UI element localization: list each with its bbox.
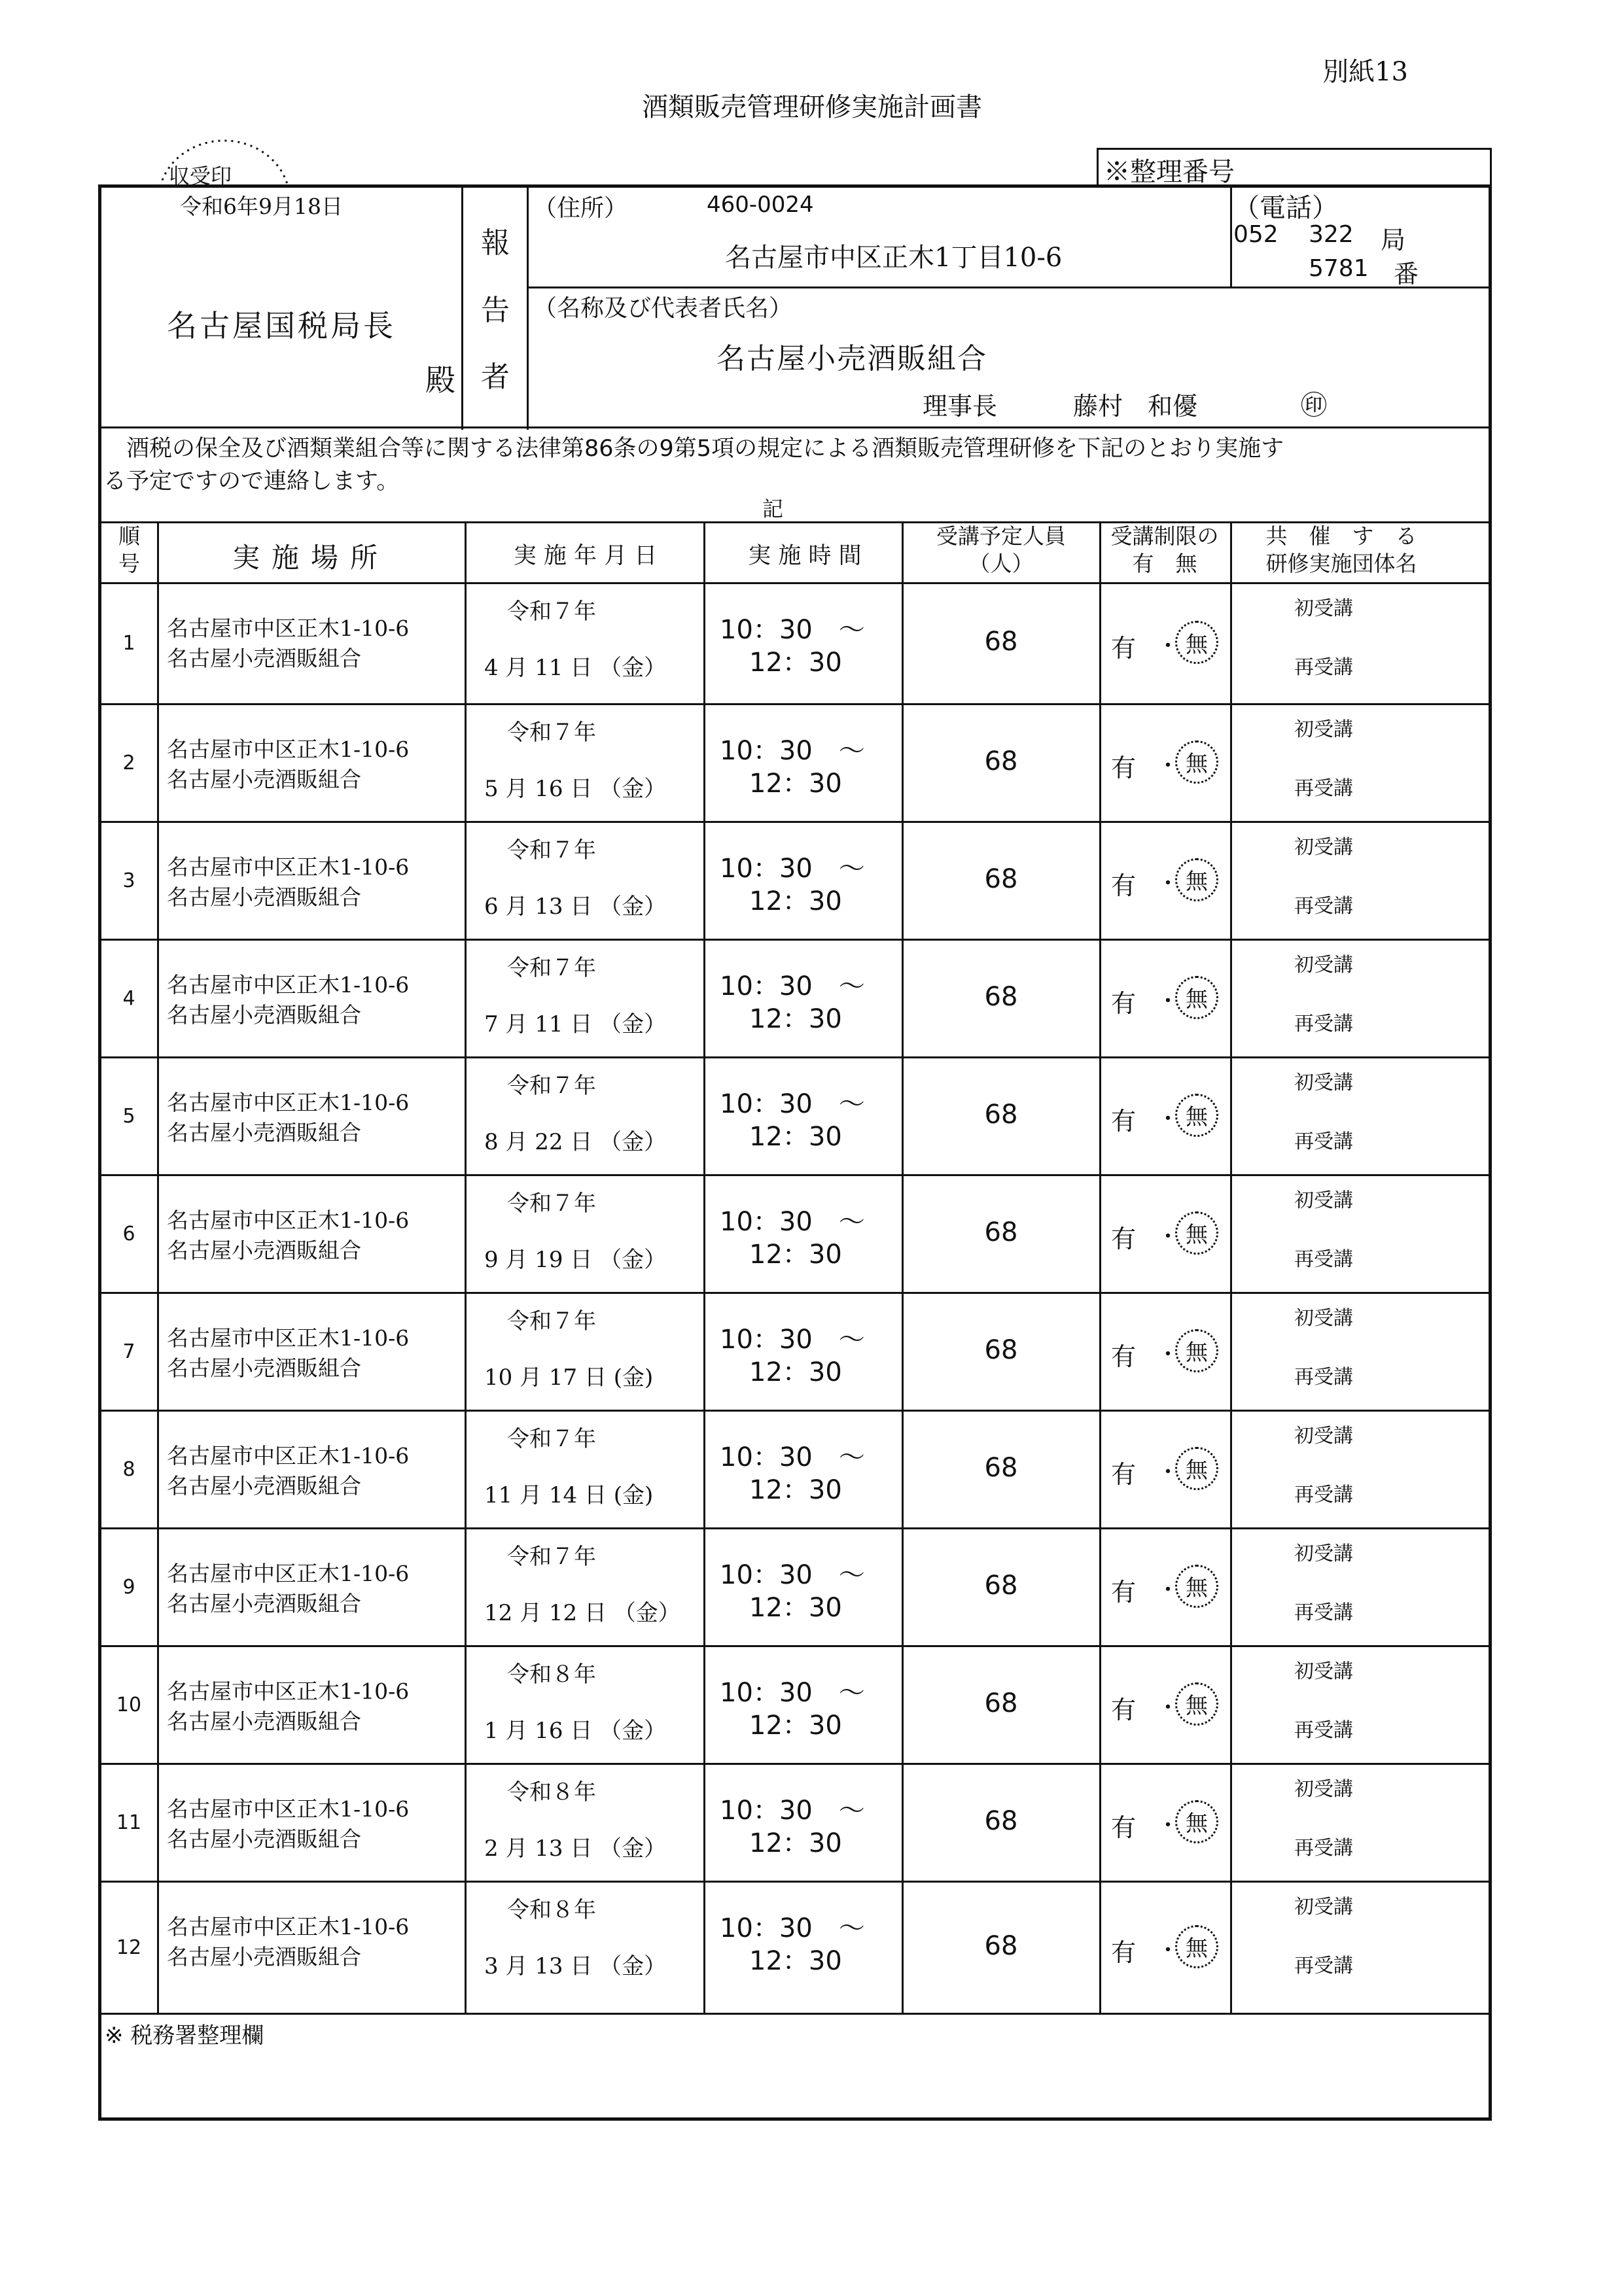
row-number: 5 — [122, 1104, 135, 1128]
venue-name: 名古屋小売酒販組合 — [167, 1709, 361, 1734]
venue-address: 名古屋市中区正木1-10-6 — [167, 972, 410, 998]
restriction-no-circled: 無 — [1175, 621, 1218, 664]
restriction-yes: 有 — [1111, 871, 1137, 900]
time-end: 12：30 — [749, 769, 842, 799]
time-start: 10：30 ～ — [720, 1207, 865, 1237]
repeat-attendance: 再受講 — [1294, 1955, 1353, 1977]
divider — [100, 1527, 1490, 1529]
repeat-attendance: 再受講 — [1294, 1601, 1353, 1624]
honorific: 殿 — [425, 362, 455, 398]
first-time-attendance: 初受講 — [1294, 597, 1353, 620]
time-start: 10：30 ～ — [720, 1089, 865, 1119]
separator-dot: ・ — [1157, 1937, 1179, 1964]
divider — [1230, 186, 1232, 287]
representative-title: 理事長 — [923, 392, 998, 421]
restriction-no-circled: 無 — [1175, 858, 1218, 901]
time-start: 10：30 ～ — [720, 1325, 865, 1355]
first-time-attendance: 初受講 — [1294, 1778, 1353, 1801]
date-era: 令和８年 — [507, 1897, 596, 1923]
venue-address: 名古屋市中区正木1-10-6 — [167, 1443, 410, 1469]
date-month-day: 6 月 13 日 （金） — [484, 894, 667, 920]
separator-dot: ・ — [1157, 1694, 1179, 1721]
venue-address: 名古屋市中区正木1-10-6 — [167, 737, 410, 762]
reporter-char-2: 告 — [481, 294, 510, 327]
divider — [527, 287, 1490, 288]
statement-line-1: 酒税の保全及び酒類業組合等に関する法律第86条の9第5項の規定による酒類販売管理研修を下記のとおり実施す — [103, 436, 1284, 462]
date-era: 令和７年 — [507, 599, 596, 625]
venue-address: 名古屋市中区正木1-10-6 — [167, 1561, 410, 1586]
time-end: 12：30 — [749, 1946, 842, 1976]
first-time-attendance: 初受講 — [1294, 1425, 1353, 1448]
divider — [1099, 521, 1101, 2015]
date-era: 令和７年 — [507, 1426, 596, 1452]
col-cohost-bottom: 研修実施団体名 — [1265, 551, 1417, 576]
divider — [100, 939, 1490, 941]
restriction-no-circled: 無 — [1175, 976, 1218, 1019]
time-start: 10：30 ～ — [720, 854, 865, 884]
row-number: 3 — [122, 869, 135, 892]
repeat-attendance: 再受講 — [1294, 1366, 1353, 1389]
venue-address: 名古屋市中区正木1-10-6 — [167, 1325, 410, 1351]
row-number: 8 — [122, 1457, 135, 1481]
row-number: 11 — [116, 1811, 142, 1834]
venue-address: 名古屋市中区正木1-10-6 — [167, 616, 410, 641]
col-date: 実 施 年 月 日 — [513, 543, 658, 569]
divider — [157, 521, 159, 2015]
venue-address: 名古屋市中区正木1-10-6 — [167, 854, 410, 880]
separator-dot: ・ — [1157, 752, 1179, 779]
row-number: 10 — [116, 1693, 142, 1716]
time-end: 12：30 — [749, 1004, 842, 1034]
restriction-no-circled: 無 — [1175, 1925, 1218, 1968]
restriction-no-circled: 無 — [1175, 1565, 1218, 1608]
time-start: 10：30 ～ — [720, 736, 865, 766]
tax-office-field-label: ※ 税務署整理欄 — [105, 2023, 264, 2049]
restriction-yes: 有 — [1111, 1106, 1137, 1136]
divider — [461, 186, 463, 430]
repeat-attendance: 再受講 — [1294, 777, 1353, 800]
time-end: 12：30 — [749, 1122, 842, 1152]
first-time-attendance: 初受講 — [1294, 1189, 1353, 1212]
date-month-day: 12 月 12 日 （金） — [484, 1600, 680, 1626]
restriction-yes: 有 — [1111, 1938, 1137, 1967]
divider — [100, 1763, 1490, 1765]
time-end: 12：30 — [749, 1357, 842, 1387]
venue-address: 名古屋市中区正木1-10-6 — [167, 1679, 410, 1704]
attendee-count: 68 — [984, 1805, 1018, 1836]
restriction-no-circled: 無 — [1175, 740, 1218, 784]
date-era: 令和７年 — [507, 1544, 596, 1570]
first-time-attendance: 初受講 — [1294, 1896, 1353, 1919]
venue-name: 名古屋小売酒販組合 — [167, 1591, 361, 1616]
attendee-count: 68 — [984, 1217, 1018, 1247]
phone-number-suffix: 番 — [1394, 260, 1419, 288]
date-month-day: 9 月 19 日 （金） — [484, 1247, 667, 1273]
attendee-count: 68 — [984, 863, 1018, 894]
attendee-count: 68 — [984, 1570, 1018, 1601]
attendee-count: 68 — [984, 627, 1018, 657]
date-month-day: 1 月 16 日 （金） — [484, 1718, 667, 1744]
date-month-day: 2 月 13 日 （金） — [484, 1835, 667, 1862]
restriction-no-circled: 無 — [1175, 1800, 1218, 1843]
received-stamp-label: 収受印 — [169, 164, 232, 188]
time-start: 10：30 ～ — [720, 1796, 865, 1826]
divider — [902, 521, 904, 2015]
divider — [100, 1410, 1490, 1412]
phone-number: 5781 — [1309, 255, 1369, 282]
document-title: 酒類販売管理研修実施計画書 — [642, 92, 982, 122]
phone-exchange: 322 — [1309, 221, 1354, 248]
date-era: 令和７年 — [507, 955, 596, 981]
venue-address: 名古屋市中区正木1-10-6 — [167, 1090, 410, 1115]
restriction-no-circled: 無 — [1175, 1329, 1218, 1372]
divider — [703, 521, 705, 2015]
separator-dot: ・ — [1157, 870, 1179, 897]
address: 名古屋市中区正木1丁目10-6 — [725, 243, 1063, 273]
venue-name: 名古屋小売酒販組合 — [167, 884, 361, 910]
divider — [100, 1056, 1490, 1058]
time-start: 10：30 ～ — [720, 1442, 865, 1472]
representative-name: 藤村 和優 — [1073, 392, 1198, 421]
divider — [527, 186, 529, 430]
separator-dot: ・ — [1157, 1812, 1179, 1839]
attendee-count: 68 — [984, 746, 1018, 776]
date-era: 令和７年 — [507, 1308, 596, 1334]
restriction-yes: 有 — [1111, 1459, 1137, 1489]
separator-dot: ・ — [1157, 1105, 1179, 1132]
time-start: 10：30 ～ — [720, 971, 865, 1001]
time-end: 12：30 — [749, 1475, 842, 1505]
date-era: 令和７年 — [507, 1073, 596, 1099]
venue-name: 名古屋小売酒販組合 — [167, 1944, 361, 1970]
separator-dot: ・ — [1157, 1341, 1179, 1368]
restriction-yes: 有 — [1111, 753, 1137, 782]
phone-label: （電話） — [1233, 193, 1338, 223]
divider — [465, 521, 467, 2015]
restriction-yes: 有 — [1111, 1577, 1137, 1607]
divider — [100, 1292, 1490, 1294]
col-time: 実 施 時 間 — [748, 543, 862, 569]
organization-name: 名古屋小売酒販組合 — [716, 342, 987, 375]
venue-address: 名古屋市中区正木1-10-6 — [167, 1914, 410, 1939]
row-number: 2 — [122, 751, 135, 774]
time-start: 10：30 ～ — [720, 615, 865, 645]
attendee-count: 68 — [984, 1334, 1018, 1365]
repeat-attendance: 再受講 — [1294, 1837, 1353, 1860]
first-time-attendance: 初受講 — [1294, 1660, 1353, 1683]
date-month-day: 3 月 13 日 （金） — [484, 1953, 667, 1979]
phone-area: 052 — [1233, 221, 1279, 248]
divider — [100, 1645, 1490, 1647]
attendee-count: 68 — [984, 981, 1018, 1012]
repeat-attendance: 再受講 — [1294, 1248, 1353, 1271]
restriction-yes: 有 — [1111, 634, 1137, 663]
venue-name: 名古屋小売酒販組合 — [167, 767, 361, 792]
first-time-attendance: 初受講 — [1294, 718, 1353, 741]
first-time-attendance: 初受講 — [1294, 1307, 1353, 1330]
divider — [100, 582, 1490, 584]
form-number: 別紙13 — [1322, 57, 1408, 87]
repeat-attendance: 再受講 — [1294, 1013, 1353, 1035]
separator-dot: ・ — [1157, 633, 1179, 659]
address-label: （住所） — [533, 195, 628, 222]
col-place: 実施場所 — [232, 542, 389, 574]
attendee-count: 68 — [984, 1688, 1018, 1718]
col-attendees-bottom: （人） — [968, 551, 1034, 576]
date-month-day: 5 月 16 日 （金） — [484, 776, 667, 802]
attendee-count: 68 — [984, 1452, 1018, 1483]
venue-address: 名古屋市中区正木1-10-6 — [167, 1208, 410, 1233]
separator-dot: ・ — [1157, 1459, 1179, 1486]
attendee-count: 68 — [984, 1930, 1018, 1961]
divider — [100, 1174, 1490, 1176]
restriction-no-circled: 無 — [1175, 1447, 1218, 1490]
venue-name: 名古屋小売酒販組合 — [167, 646, 361, 671]
restriction-yes: 有 — [1111, 988, 1137, 1018]
time-start: 10：30 ～ — [720, 1678, 865, 1708]
repeat-attendance: 再受講 — [1294, 895, 1353, 918]
divider — [100, 2013, 1490, 2015]
reference-number-box — [1097, 148, 1492, 187]
attendee-count: 68 — [984, 1099, 1018, 1130]
reporter-char-1: 報 — [481, 226, 510, 260]
venue-name: 名古屋小売酒販組合 — [167, 1238, 361, 1263]
restriction-yes: 有 — [1111, 1813, 1137, 1842]
date-era: 令和７年 — [507, 720, 596, 746]
col-restriction-bottom: 有 無 — [1132, 551, 1197, 576]
statement-line-2: る予定ですので連絡します。 — [103, 468, 400, 495]
restriction-no-circled: 無 — [1175, 1682, 1218, 1726]
time-start: 10：30 ～ — [720, 1913, 865, 1943]
first-time-attendance: 初受講 — [1294, 1542, 1353, 1565]
time-start: 10：30 ～ — [720, 1560, 865, 1590]
repeat-attendance: 再受講 — [1294, 1484, 1353, 1506]
venue-name: 名古屋小売酒販組合 — [167, 1826, 361, 1852]
divider — [100, 426, 1490, 428]
col-no-bottom: 号 — [118, 551, 140, 576]
row-number: 7 — [122, 1340, 135, 1363]
col-no-top: 順 — [118, 523, 140, 549]
date-era: 令和７年 — [507, 837, 596, 863]
venue-name: 名古屋小売酒販組合 — [167, 1120, 361, 1145]
first-time-attendance: 初受講 — [1294, 836, 1353, 859]
addressee: 名古屋国税局長 — [167, 308, 396, 343]
date-month-day: 10 月 17 日 (金) — [484, 1365, 654, 1391]
row-number: 1 — [122, 632, 135, 655]
phone-exchange-suffix: 局 — [1381, 226, 1406, 254]
time-end: 12：30 — [749, 1828, 842, 1858]
reporter-char-3: 者 — [481, 360, 510, 394]
name-label: （名称及び代表者氏名） — [533, 295, 793, 322]
repeat-attendance: 再受講 — [1294, 656, 1353, 679]
first-time-attendance: 初受講 — [1294, 1071, 1353, 1094]
date-era: 令和８年 — [507, 1779, 596, 1805]
first-time-attendance: 初受講 — [1294, 954, 1353, 977]
divider — [100, 821, 1490, 823]
separator-dot: ・ — [1157, 988, 1179, 1015]
venue-name: 名古屋小売酒販組合 — [167, 1355, 361, 1381]
venue-name: 名古屋小売酒販組合 — [167, 1002, 361, 1028]
postal-code: 460-0024 — [707, 192, 814, 218]
divider — [1230, 521, 1232, 2015]
date-month-day: 8 月 22 日 （金） — [484, 1129, 667, 1155]
restriction-yes: 有 — [1111, 1342, 1137, 1371]
row-number: 12 — [116, 1936, 142, 1959]
restriction-yes: 有 — [1111, 1695, 1137, 1724]
restriction-no-circled: 無 — [1175, 1094, 1218, 1137]
col-cohost-top: 共 催 す る — [1265, 523, 1417, 549]
row-number: 6 — [122, 1222, 135, 1245]
time-end: 12：30 — [749, 648, 842, 678]
date-era: 令和７年 — [507, 1191, 596, 1217]
time-end: 12：30 — [749, 1711, 842, 1741]
seal-mark: ㊞ — [1301, 391, 1327, 421]
divider — [100, 703, 1490, 705]
separator-dot: ・ — [1157, 1223, 1179, 1250]
ki-label: 記 — [762, 496, 784, 521]
row-number: 4 — [122, 986, 135, 1010]
venue-address: 名古屋市中区正木1-10-6 — [167, 1796, 410, 1822]
submission-date: 令和6年9月18日 — [180, 194, 343, 219]
date-month-day: 11 月 14 日 (金) — [484, 1482, 654, 1508]
time-end: 12：30 — [749, 1593, 842, 1623]
date-month-day: 7 月 11 日 （金） — [484, 1011, 667, 1037]
date-month-day: 4 月 11 日 （金） — [484, 655, 667, 681]
repeat-attendance: 再受講 — [1294, 1130, 1353, 1153]
reference-number-label: ※整理番号 — [1104, 157, 1235, 187]
restriction-yes: 有 — [1111, 1224, 1137, 1253]
repeat-attendance: 再受講 — [1294, 1719, 1353, 1742]
col-attendees-top: 受講予定人員 — [936, 523, 1066, 549]
restriction-no-circled: 無 — [1175, 1211, 1218, 1255]
divider — [100, 1881, 1490, 1883]
time-end: 12：30 — [749, 886, 842, 916]
row-number: 9 — [122, 1575, 135, 1599]
date-era: 令和８年 — [507, 1661, 596, 1688]
time-end: 12：30 — [749, 1240, 842, 1270]
venue-name: 名古屋小売酒販組合 — [167, 1473, 361, 1499]
col-restriction-top: 受講制限の — [1110, 523, 1219, 549]
separator-dot: ・ — [1157, 1576, 1179, 1603]
